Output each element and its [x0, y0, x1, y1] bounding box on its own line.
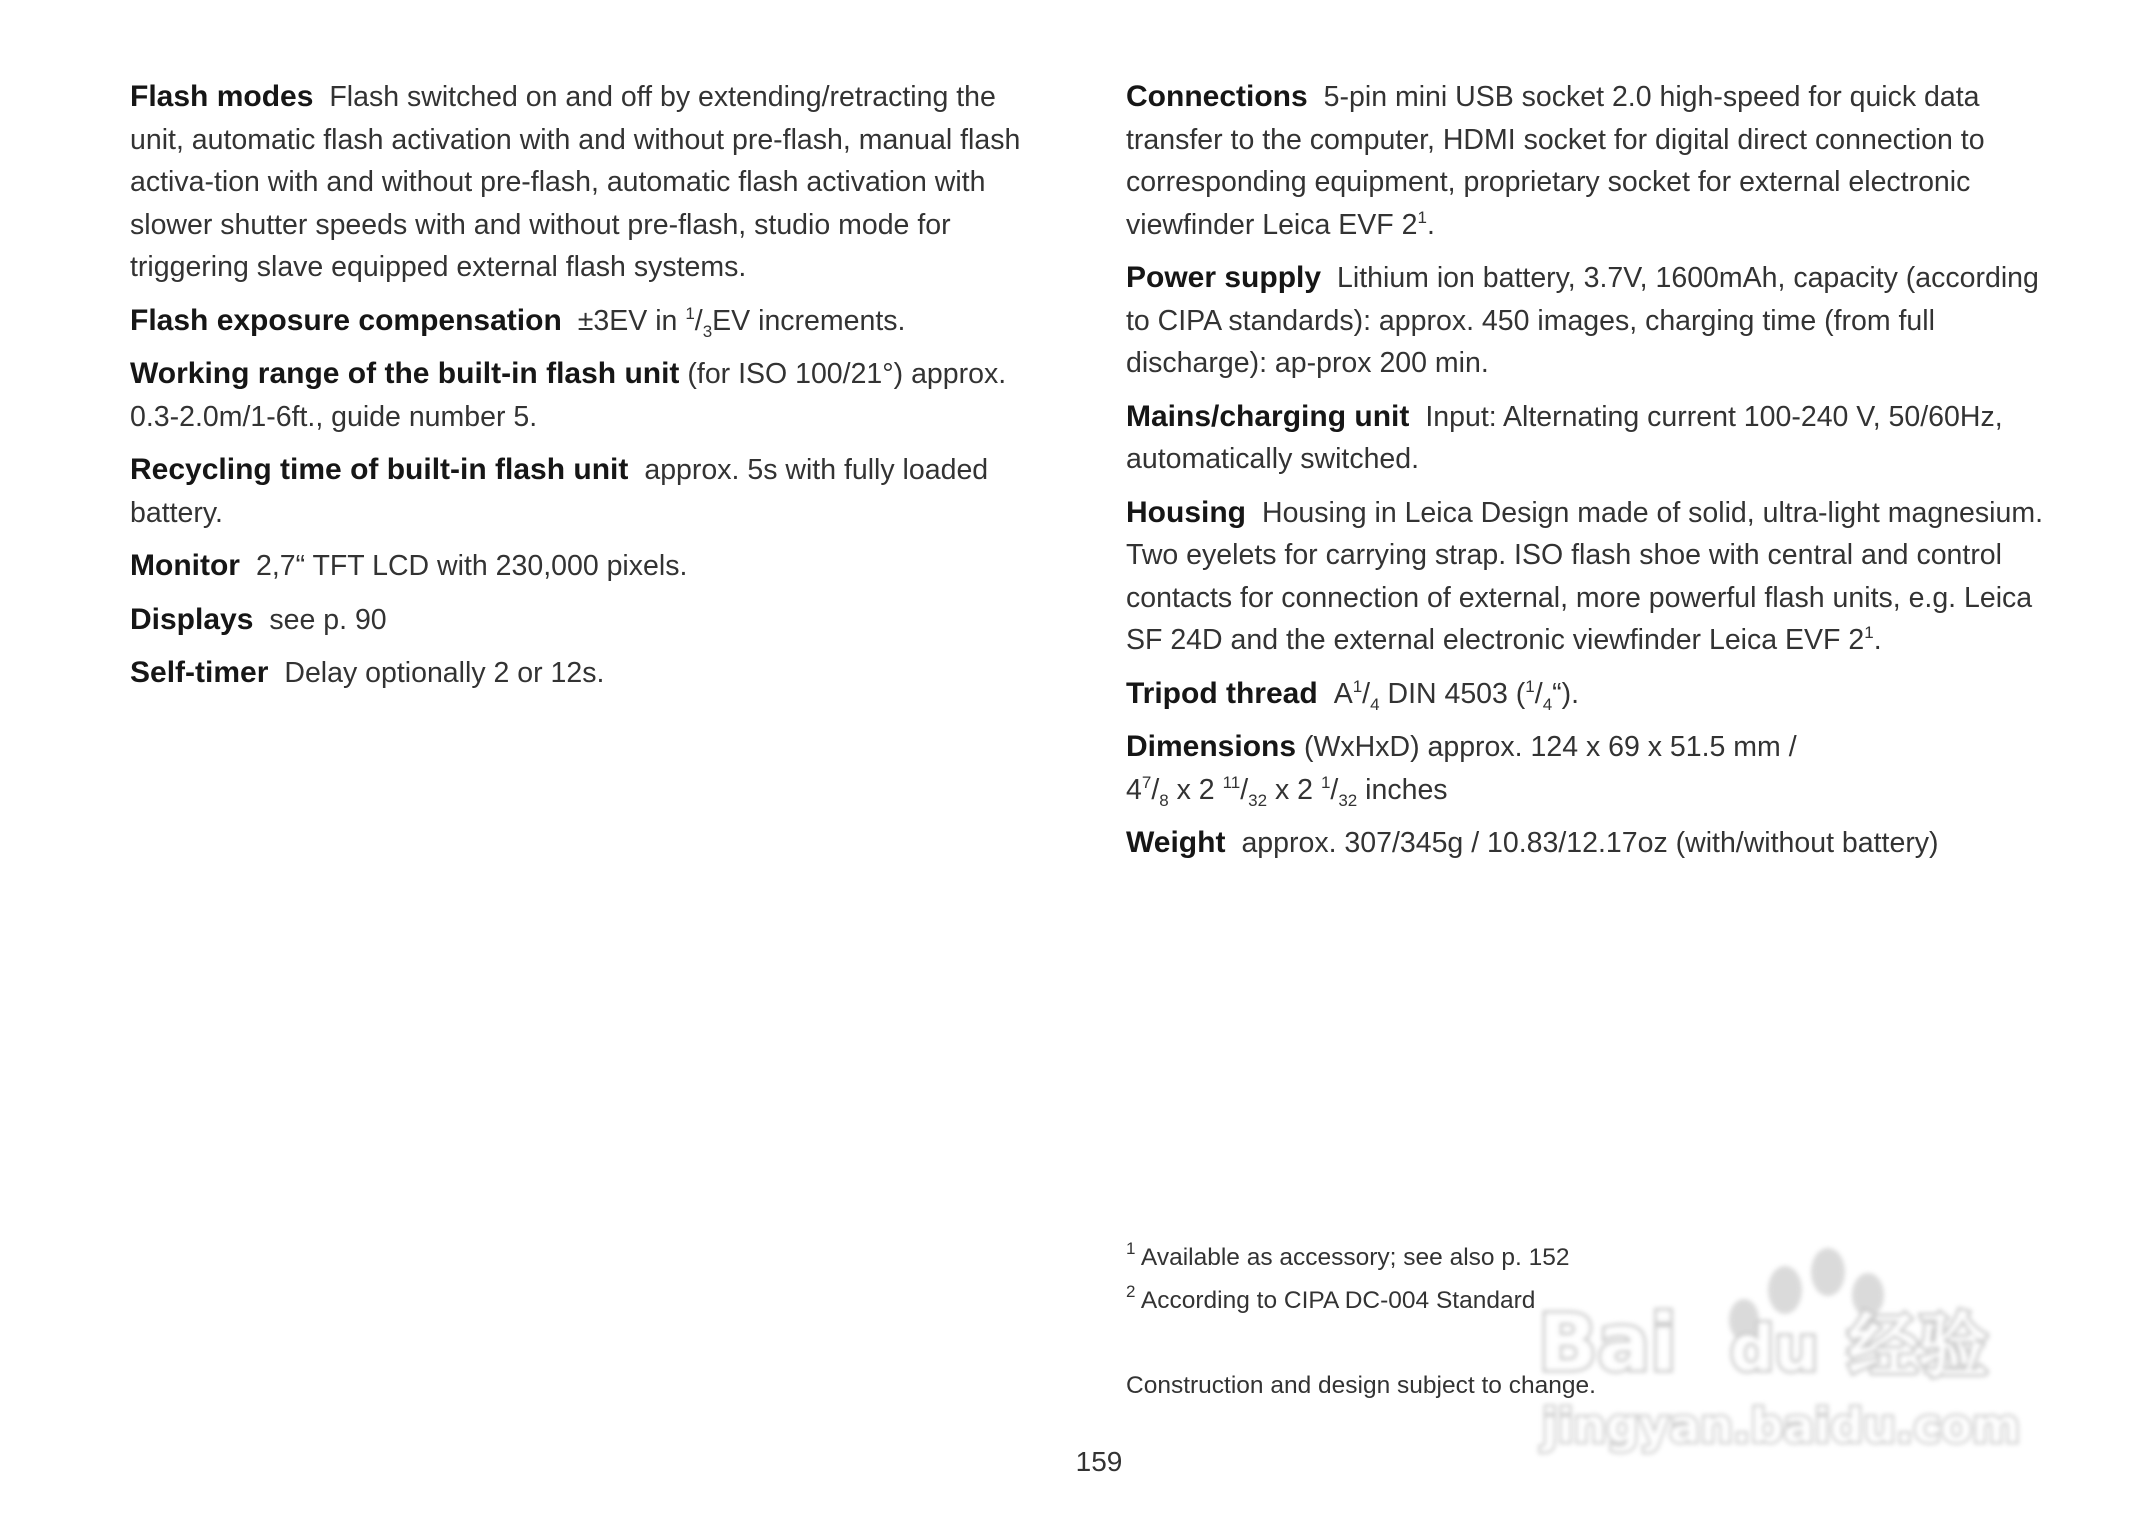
spec-text: (for ISO 100/21°) approx. 0.3-2.0m/1-6ft., guide number 5.: [130, 358, 1007, 433]
spec-label: Weight: [1126, 826, 1226, 859]
spec-text: see p. 90: [269, 603, 387, 636]
fraction-numerator: 1: [1525, 676, 1535, 696]
spec-label: Tripod thread: [1126, 676, 1318, 710]
spec-power-supply: [1126, 257, 2066, 385]
spec-flash-modes: [130, 76, 1050, 289]
spec-label: Power supply: [1126, 261, 1322, 294]
spec-text: x 2: [1267, 773, 1321, 806]
spec-text: Housing in Leica Design made of solid, ultra-light magnesium. Two eyelets for carrying strap. ISO flash shoe with central and control contacts for connection of external, more powerful flash units, e.g. Leica SF 24D and the external electronic viewfinder Leica EVF 2: [1126, 496, 2043, 656]
spec-text: (WxHxD) approx. 124 x 69 x 51.5 mm /: [1304, 731, 1797, 763]
spec-text: EV increments.: [712, 304, 906, 337]
spec-monitor: [130, 545, 1050, 588]
fraction-slash: /: [1330, 773, 1339, 806]
spec-text: ±3EV in: [577, 304, 686, 337]
watermark-url: jingyan.baidu.com: [1542, 1399, 2021, 1453]
spec-dimensions: [1126, 726, 2066, 811]
watermark-du: du: [1730, 1312, 1819, 1385]
fraction-numerator: 1: [685, 303, 695, 323]
spec-text: A: [1333, 677, 1353, 710]
footnote-mark: 1: [1126, 1239, 1136, 1258]
spec-working-range: [130, 353, 1050, 438]
fraction-slash: /: [1534, 677, 1543, 710]
fraction-denominator: 4: [1542, 694, 1553, 714]
spec-weight: [1126, 822, 2066, 865]
spec-label: Connections: [1126, 80, 1308, 113]
spec-housing: [1126, 492, 2066, 662]
spec-label: Flash modes: [130, 80, 314, 113]
fraction-numerator: 7: [1141, 772, 1152, 792]
spec-text: “).: [1552, 677, 1580, 710]
footnote-text: According to CIPA DC-004 Standard: [1135, 1287, 1536, 1314]
watermark-brand: Bai: [1538, 1299, 1677, 1389]
spec-text: Flash switched on and off by extending/retracting the unit, automatic flash activation with and without pre-flash, manual flash activa-tion with and without pre-flash, automatic flash activation with slower shutter speeds with and without pre-flash, studio mode for triggering slave equipped external flash systems.: [130, 81, 1021, 283]
spec-text: .: [1873, 624, 1882, 656]
fraction-numerator: 1: [1352, 676, 1363, 696]
spec-label: Recycling time of built-in flash unit: [130, 453, 629, 486]
fraction-slash: /: [1362, 677, 1371, 710]
footnote-ref: 1: [1864, 623, 1874, 642]
fraction-denominator: 8: [1159, 790, 1169, 810]
spec-text: approx. 5s with fully loaded battery.: [130, 454, 989, 529]
fraction-slash: /: [1240, 773, 1249, 806]
spec-recycling-time: [130, 449, 1050, 534]
right-column: [1126, 76, 2066, 876]
spec-text: Lithium ion battery, 3.7V, 1600mAh, capacity (according to CIPA standards): approx. 450 images, charging time (from full discharge): ap-prox 200 min.: [1126, 262, 2039, 379]
spec-label: Monitor: [130, 549, 240, 582]
spec-text: 2,7“ TFT LCD with 230,000 pixels.: [255, 550, 688, 582]
fraction-denominator: 32: [1248, 790, 1268, 810]
spec-label: Flash exposure compensation: [130, 303, 562, 337]
baidu-watermark-logo: [1530, 1220, 2030, 1460]
spec-label: Housing: [1126, 495, 1246, 529]
fraction-numerator: 11: [1222, 772, 1241, 792]
fraction-denominator: 32: [1338, 790, 1358, 810]
fraction-denominator: 4: [1370, 694, 1380, 714]
spec-displays: [130, 599, 1050, 642]
spec-text: x 2: [1168, 773, 1223, 806]
spec-text: 5-pin mini USB socket 2.0 high-speed for quick data transfer to the computer, HDMI socket for digital direct connection to corresponding equipment, proprietary socket for external electronic viewfinder Leica EVF 2: [1126, 81, 1985, 241]
fraction-slash: /: [694, 304, 703, 337]
fraction-slash: /: [1151, 773, 1160, 806]
spec-text: Delay optionally 2 or 12s.: [284, 657, 605, 689]
left-column: [130, 76, 1050, 706]
spec-self-timer: [130, 652, 1050, 695]
spec-text: approx. 307/345g / 10.83/12.17oz (with/without battery): [1241, 827, 1939, 859]
page-number: 159: [1075, 1446, 1123, 1477]
spec-text: inches: [1357, 773, 1448, 806]
spec-text: DIN 4503 (: [1379, 677, 1526, 710]
footnote-text: Available as accessory; see also p. 152: [1135, 1244, 1570, 1271]
spec-label: Working range of the built-in flash unit: [130, 357, 680, 390]
spec-mains-charging-unit: [1126, 396, 2066, 481]
footnote-ref: 1: [1417, 207, 1427, 227]
spec-text: 4: [1126, 773, 1142, 806]
watermark-cn: 经验: [1848, 1305, 1988, 1387]
fraction-denominator: 3: [702, 321, 713, 341]
spec-label: Dimensions: [1126, 730, 1297, 763]
spec-text: Input: Alternating current 100-240 V, 50/60Hz, automatically switched.: [1126, 400, 2003, 475]
spec-label: Displays: [130, 602, 254, 636]
spec-label: Mains/charging unit: [1126, 399, 1410, 433]
spec-connections: [1126, 76, 2066, 246]
change-notice: Construction and design subject to change.: [1126, 1372, 1596, 1399]
spec-text: .: [1426, 208, 1435, 241]
spec-flash-exposure-compensation: [130, 300, 1050, 343]
spec-tripod-thread: [1126, 673, 2066, 716]
spec-label: Self-timer: [130, 656, 269, 689]
footnote-mark: 2: [1126, 1282, 1136, 1301]
fraction-numerator: 1: [1320, 772, 1331, 792]
